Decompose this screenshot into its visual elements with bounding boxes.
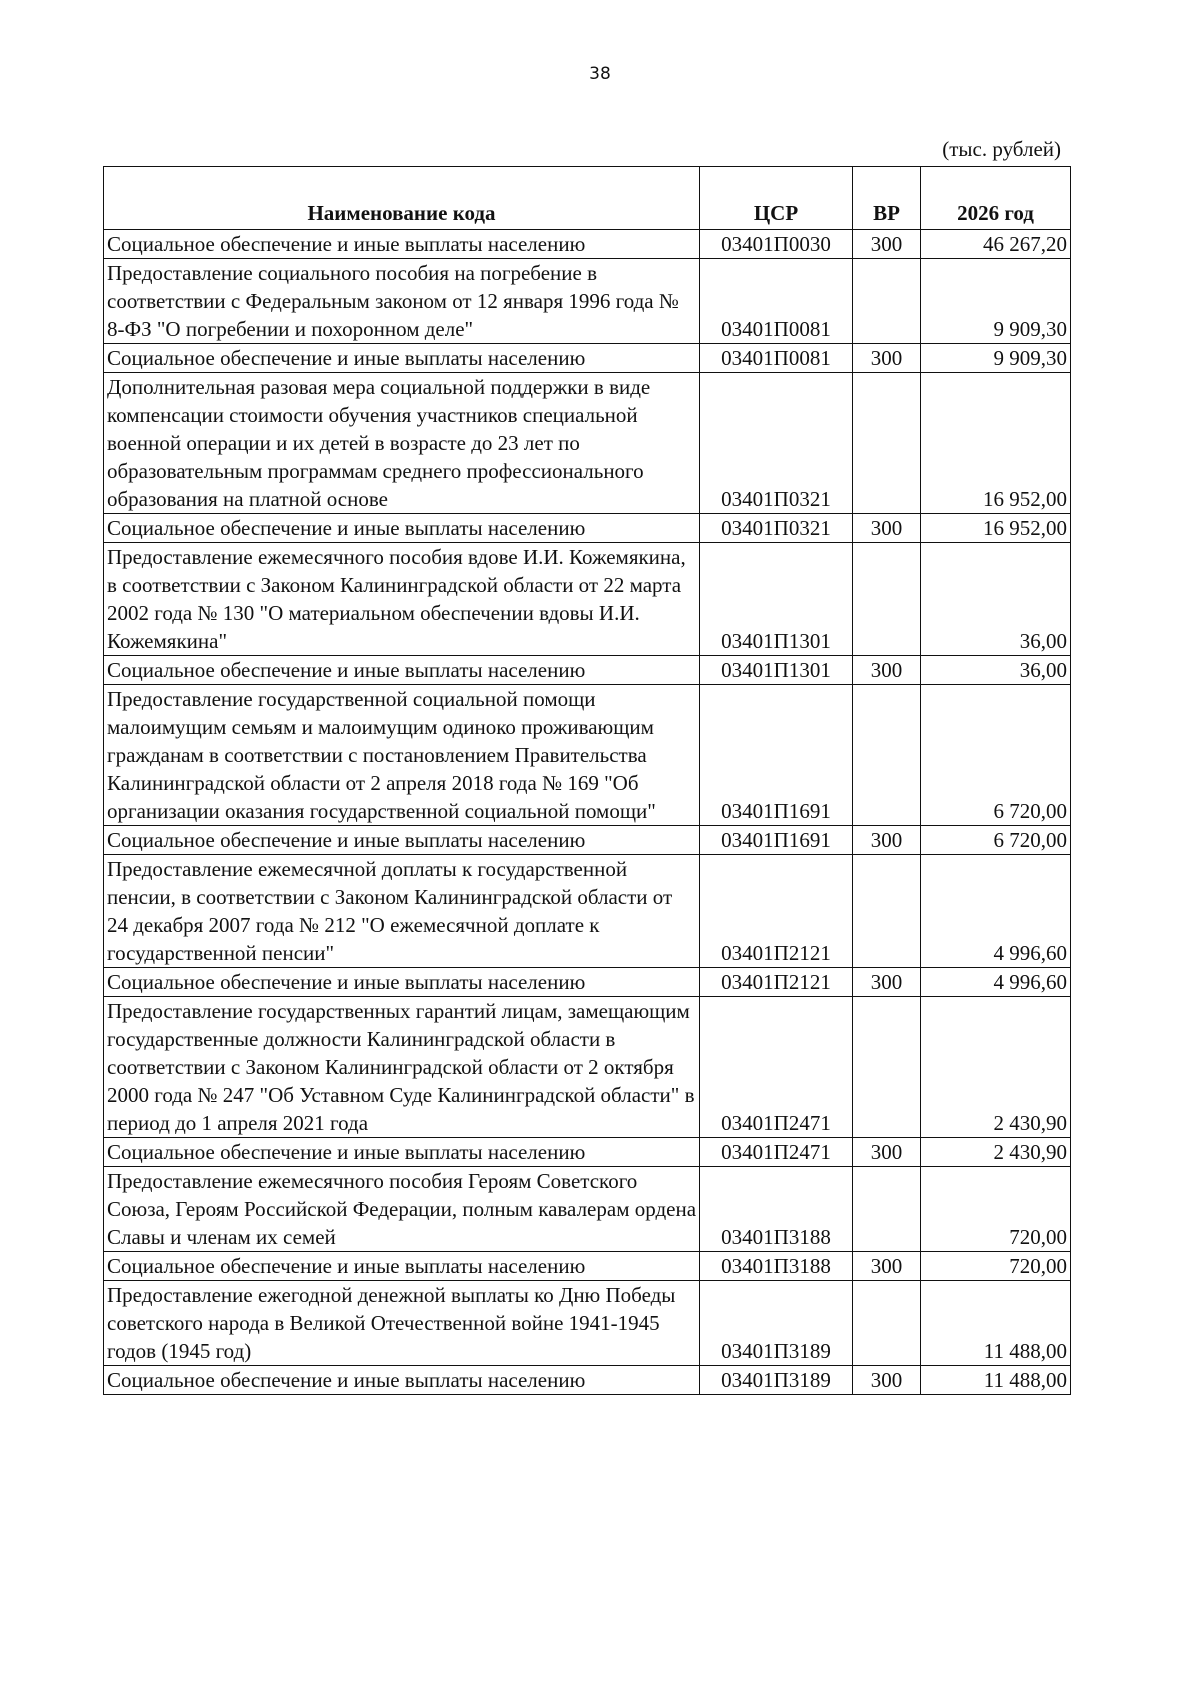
units-label: (тыс. рублей) (942, 137, 1061, 161)
row-csr: 03401П2471 (700, 997, 853, 1138)
row-name: Социальное обеспечение и иные выплаты населению (104, 826, 700, 855)
row-name: Предоставление государственных гарантий лицам, замещающим государственные должности Калининградской области в соответствии с Законом Калининградской области от 2 октября 2000 года № 247 "Об Уставном Суде Калининградской области" в период до 1 апреля 2021 года (104, 997, 700, 1138)
table-row (104, 1366, 1071, 1395)
row-csr: 03401П1301 (700, 656, 853, 685)
table-row (104, 259, 1071, 344)
row-vr: 300 (853, 1138, 921, 1167)
row-csr: 03401П0030 (700, 230, 853, 259)
row-name: Социальное обеспечение и иные выплаты населению (104, 1366, 700, 1395)
row-amount: 6 720,00 (921, 826, 1071, 855)
table-row (104, 855, 1071, 968)
row-amount: 2 430,90 (921, 997, 1071, 1138)
row-vr (853, 1167, 921, 1252)
row-vr: 300 (853, 344, 921, 373)
row-name: Социальное обеспечение и иные выплаты населению (104, 1138, 700, 1167)
row-csr: 03401П1691 (700, 826, 853, 855)
table-row (104, 656, 1071, 685)
header-name: Наименование кода (104, 167, 700, 230)
row-amount: 4 996,60 (921, 855, 1071, 968)
table-header-row (104, 167, 1071, 230)
row-name: Предоставление ежегодной денежной выплаты ко Дню Победы советского народа в Великой Отечественной войне 1941-1945 годов (1945 год) (104, 1281, 700, 1366)
row-amount: 16 952,00 (921, 373, 1071, 514)
table-row (104, 997, 1071, 1138)
header-csr: ЦСР (700, 167, 853, 230)
table-row (104, 968, 1071, 997)
row-csr: 03401П3189 (700, 1281, 853, 1366)
row-csr: 03401П1301 (700, 543, 853, 656)
table-row (104, 230, 1071, 259)
table-row (104, 543, 1071, 656)
table-row (104, 1281, 1071, 1366)
table-row (104, 514, 1071, 543)
row-amount: 4 996,60 (921, 968, 1071, 997)
row-amount: 9 909,30 (921, 259, 1071, 344)
table-row (104, 344, 1071, 373)
row-vr: 300 (853, 514, 921, 543)
row-name: Предоставление ежемесячного пособия Героям Советского Союза, Героям Российской Федерации, полным кавалерам ордена Славы и членам их семей (104, 1167, 700, 1252)
row-csr: 03401П0321 (700, 514, 853, 543)
row-vr (853, 855, 921, 968)
row-amount: 9 909,30 (921, 344, 1071, 373)
row-vr (853, 1281, 921, 1366)
row-vr: 300 (853, 826, 921, 855)
row-vr: 300 (853, 968, 921, 997)
header-year: 2026 год (921, 167, 1071, 230)
row-csr: 03401П2471 (700, 1138, 853, 1167)
table-row (104, 1138, 1071, 1167)
table-row (104, 685, 1071, 826)
row-vr (853, 997, 921, 1138)
row-amount: 36,00 (921, 543, 1071, 656)
row-vr (853, 259, 921, 344)
row-vr (853, 373, 921, 514)
header-vr: ВР (853, 167, 921, 230)
row-vr: 300 (853, 1252, 921, 1281)
row-vr: 300 (853, 1366, 921, 1395)
row-amount: 16 952,00 (921, 514, 1071, 543)
row-csr: 03401П3188 (700, 1252, 853, 1281)
row-csr: 03401П2121 (700, 855, 853, 968)
row-vr (853, 543, 921, 656)
row-name: Социальное обеспечение и иные выплаты населению (104, 344, 700, 373)
table-row (104, 826, 1071, 855)
table-row (104, 1252, 1071, 1281)
row-name: Дополнительная разовая мера социальной поддержки в виде компенсации стоимости обучения участников специальной военной операции и их детей в возрасте до 23 лет по образовательным программам среднего профессионального образования на платной основе (104, 373, 700, 514)
table-row (104, 373, 1071, 514)
row-csr: 03401П1691 (700, 685, 853, 826)
row-amount: 11 488,00 (921, 1281, 1071, 1366)
row-csr: 03401П3189 (700, 1366, 853, 1395)
row-vr: 300 (853, 230, 921, 259)
row-vr (853, 685, 921, 826)
row-name: Предоставление государственной социальной помощи малоимущим семьям и малоимущим одиноко проживающим гражданам в соответствии с постановлением Правительства Калининградской области от 2 апреля 2018 года № 169 "Об организации оказания государственной социальной помощи" (104, 685, 700, 826)
row-amount: 11 488,00 (921, 1366, 1071, 1395)
row-name: Социальное обеспечение и иные выплаты населению (104, 1252, 700, 1281)
row-name: Предоставление ежемесячного пособия вдове И.И. Кожемякина, в соответствии с Законом Калининградской области от 22 марта 2002 года № 130 "О материальном обеспечении вдовы И.И. Кожемякина" (104, 543, 700, 656)
row-csr: 03401П0081 (700, 344, 853, 373)
row-csr: 03401П0081 (700, 259, 853, 344)
row-name: Предоставление социального пособия на погребение в соответствии с Федеральным законом от 12 января 1996 года № 8-ФЗ "О погребении и похоронном деле" (104, 259, 700, 344)
row-amount: 2 430,90 (921, 1138, 1071, 1167)
row-name: Социальное обеспечение и иные выплаты населению (104, 514, 700, 543)
row-csr: 03401П2121 (700, 968, 853, 997)
row-name: Предоставление ежемесячной доплаты к государственной пенсии, в соответствии с Законом Калининградской области от 24 декабря 2007 года № 212 "О ежемесячной доплате к государственной пенсии" (104, 855, 700, 968)
row-amount: 720,00 (921, 1167, 1071, 1252)
row-amount: 36,00 (921, 656, 1071, 685)
table-row (104, 1167, 1071, 1252)
row-name: Социальное обеспечение и иные выплаты населению (104, 656, 700, 685)
row-amount: 720,00 (921, 1252, 1071, 1281)
row-csr: 03401П3188 (700, 1167, 853, 1252)
row-name: Социальное обеспечение и иные выплаты населению (104, 230, 700, 259)
row-csr: 03401П0321 (700, 373, 853, 514)
row-amount: 6 720,00 (921, 685, 1071, 826)
row-vr: 300 (853, 656, 921, 685)
budget-table (103, 166, 1071, 1395)
row-name: Социальное обеспечение и иные выплаты населению (104, 968, 700, 997)
page-number: 38 (589, 64, 611, 84)
row-amount: 46 267,20 (921, 230, 1071, 259)
